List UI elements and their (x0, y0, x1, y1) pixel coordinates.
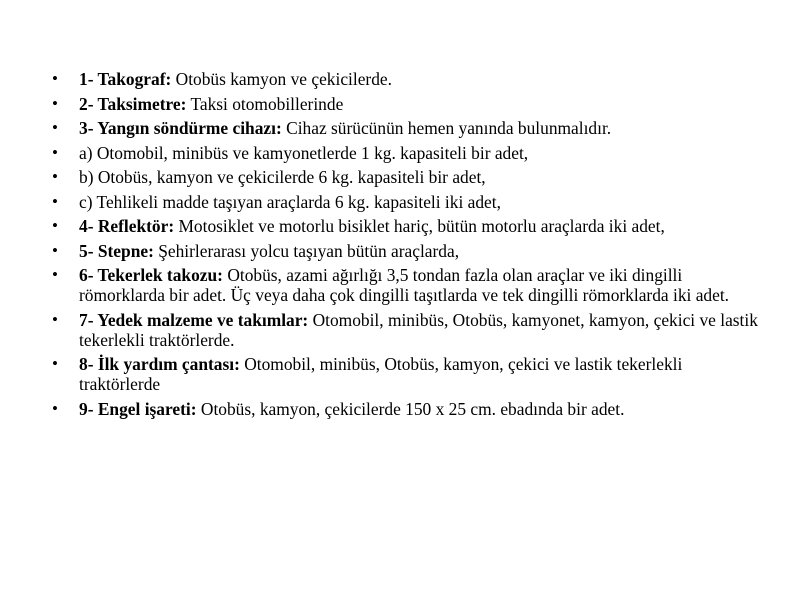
list-item (52, 118, 760, 138)
item-label: 8- İlk yardım çantası: (79, 354, 240, 374)
item-text: Motosiklet ve motorlu bisiklet hariç, bütün motorlu araçlarda iki adet, (174, 216, 665, 236)
item-text: Otomobil, minibüs, Otobüs, kamyon, çekici ve lastik tekerlekli traktörlerde (79, 354, 683, 394)
item-text: Cihaz sürücünün hemen yanında bulunmalıdır. (281, 118, 612, 138)
item-text: c) Tehlikeli madde taşıyan araçlarda 6 kg. kapasiteli iki adet, (79, 191, 501, 212)
list-item (52, 354, 760, 394)
bullet-icon: • (52, 265, 58, 284)
bullet-icon: • (52, 93, 58, 113)
list-item (52, 216, 760, 236)
bullet-icon: • (52, 191, 58, 211)
item-text: b) Otobüs, kamyon ve çekicilerde 6 kg. kapasiteli bir adet, (79, 167, 486, 187)
item-text: Otobüs kamyon ve çekicilerde. (171, 69, 392, 89)
bullet-list (52, 69, 760, 423)
list-item (52, 143, 760, 163)
item-label: 9- Engel işareti: (79, 398, 197, 419)
item-label: 5- Stepne: (79, 240, 154, 261)
bullet-icon: • (52, 354, 58, 373)
item-text: Taksi otomobillerinde (186, 93, 344, 114)
bullet-icon: • (52, 69, 58, 88)
list-item (52, 399, 760, 419)
item-label: 7- Yedek malzeme ve takımlar: (79, 309, 309, 330)
list-item (52, 310, 760, 350)
item-label: 1- Takograf: (79, 69, 172, 89)
item-label: 4- Reflektör: (79, 216, 175, 236)
bullet-icon: • (52, 167, 58, 186)
item-label: 2- Taksimetre: (79, 93, 187, 114)
item-text: Otomobil, minibüs, Otobüs, kamyonet, kamyon, çekici ve lastik tekerlekli traktörlerde. (79, 309, 758, 350)
bullet-icon: • (52, 309, 58, 329)
bullet-icon: • (52, 216, 58, 235)
list-item (52, 167, 760, 187)
item-label: 6- Tekerlek takozu: (79, 265, 223, 285)
bullet-icon: • (52, 118, 58, 137)
item-text: Otobüs, kamyon, çekicilerde 150 x 25 cm. ebadında bir adet. (196, 398, 625, 419)
list-item (52, 192, 760, 212)
list-item (52, 265, 760, 305)
bullet-icon: • (52, 398, 58, 418)
item-label: 3- Yangın söndürme cihazı: (79, 118, 282, 138)
list-item (52, 94, 760, 114)
bullet-icon: • (52, 142, 58, 162)
list-item (52, 69, 760, 89)
item-text: Otobüs, azami ağırlığı 3,5 tondan fazla olan araçlar ve iki dingilli römorklarda bir adet. Üç veya daha çok dingilli taşıtlarda ve tek dingilli römorklarda iki adet. (79, 265, 730, 305)
item-text: Şehirlerarası yolcu taşıyan bütün araçlarda, (153, 240, 460, 261)
list-item (52, 241, 760, 261)
bullet-icon: • (52, 240, 58, 260)
item-text: a) Otomobil, minibüs ve kamyonetlerde 1 kg. kapasiteli bir adet, (79, 142, 529, 163)
